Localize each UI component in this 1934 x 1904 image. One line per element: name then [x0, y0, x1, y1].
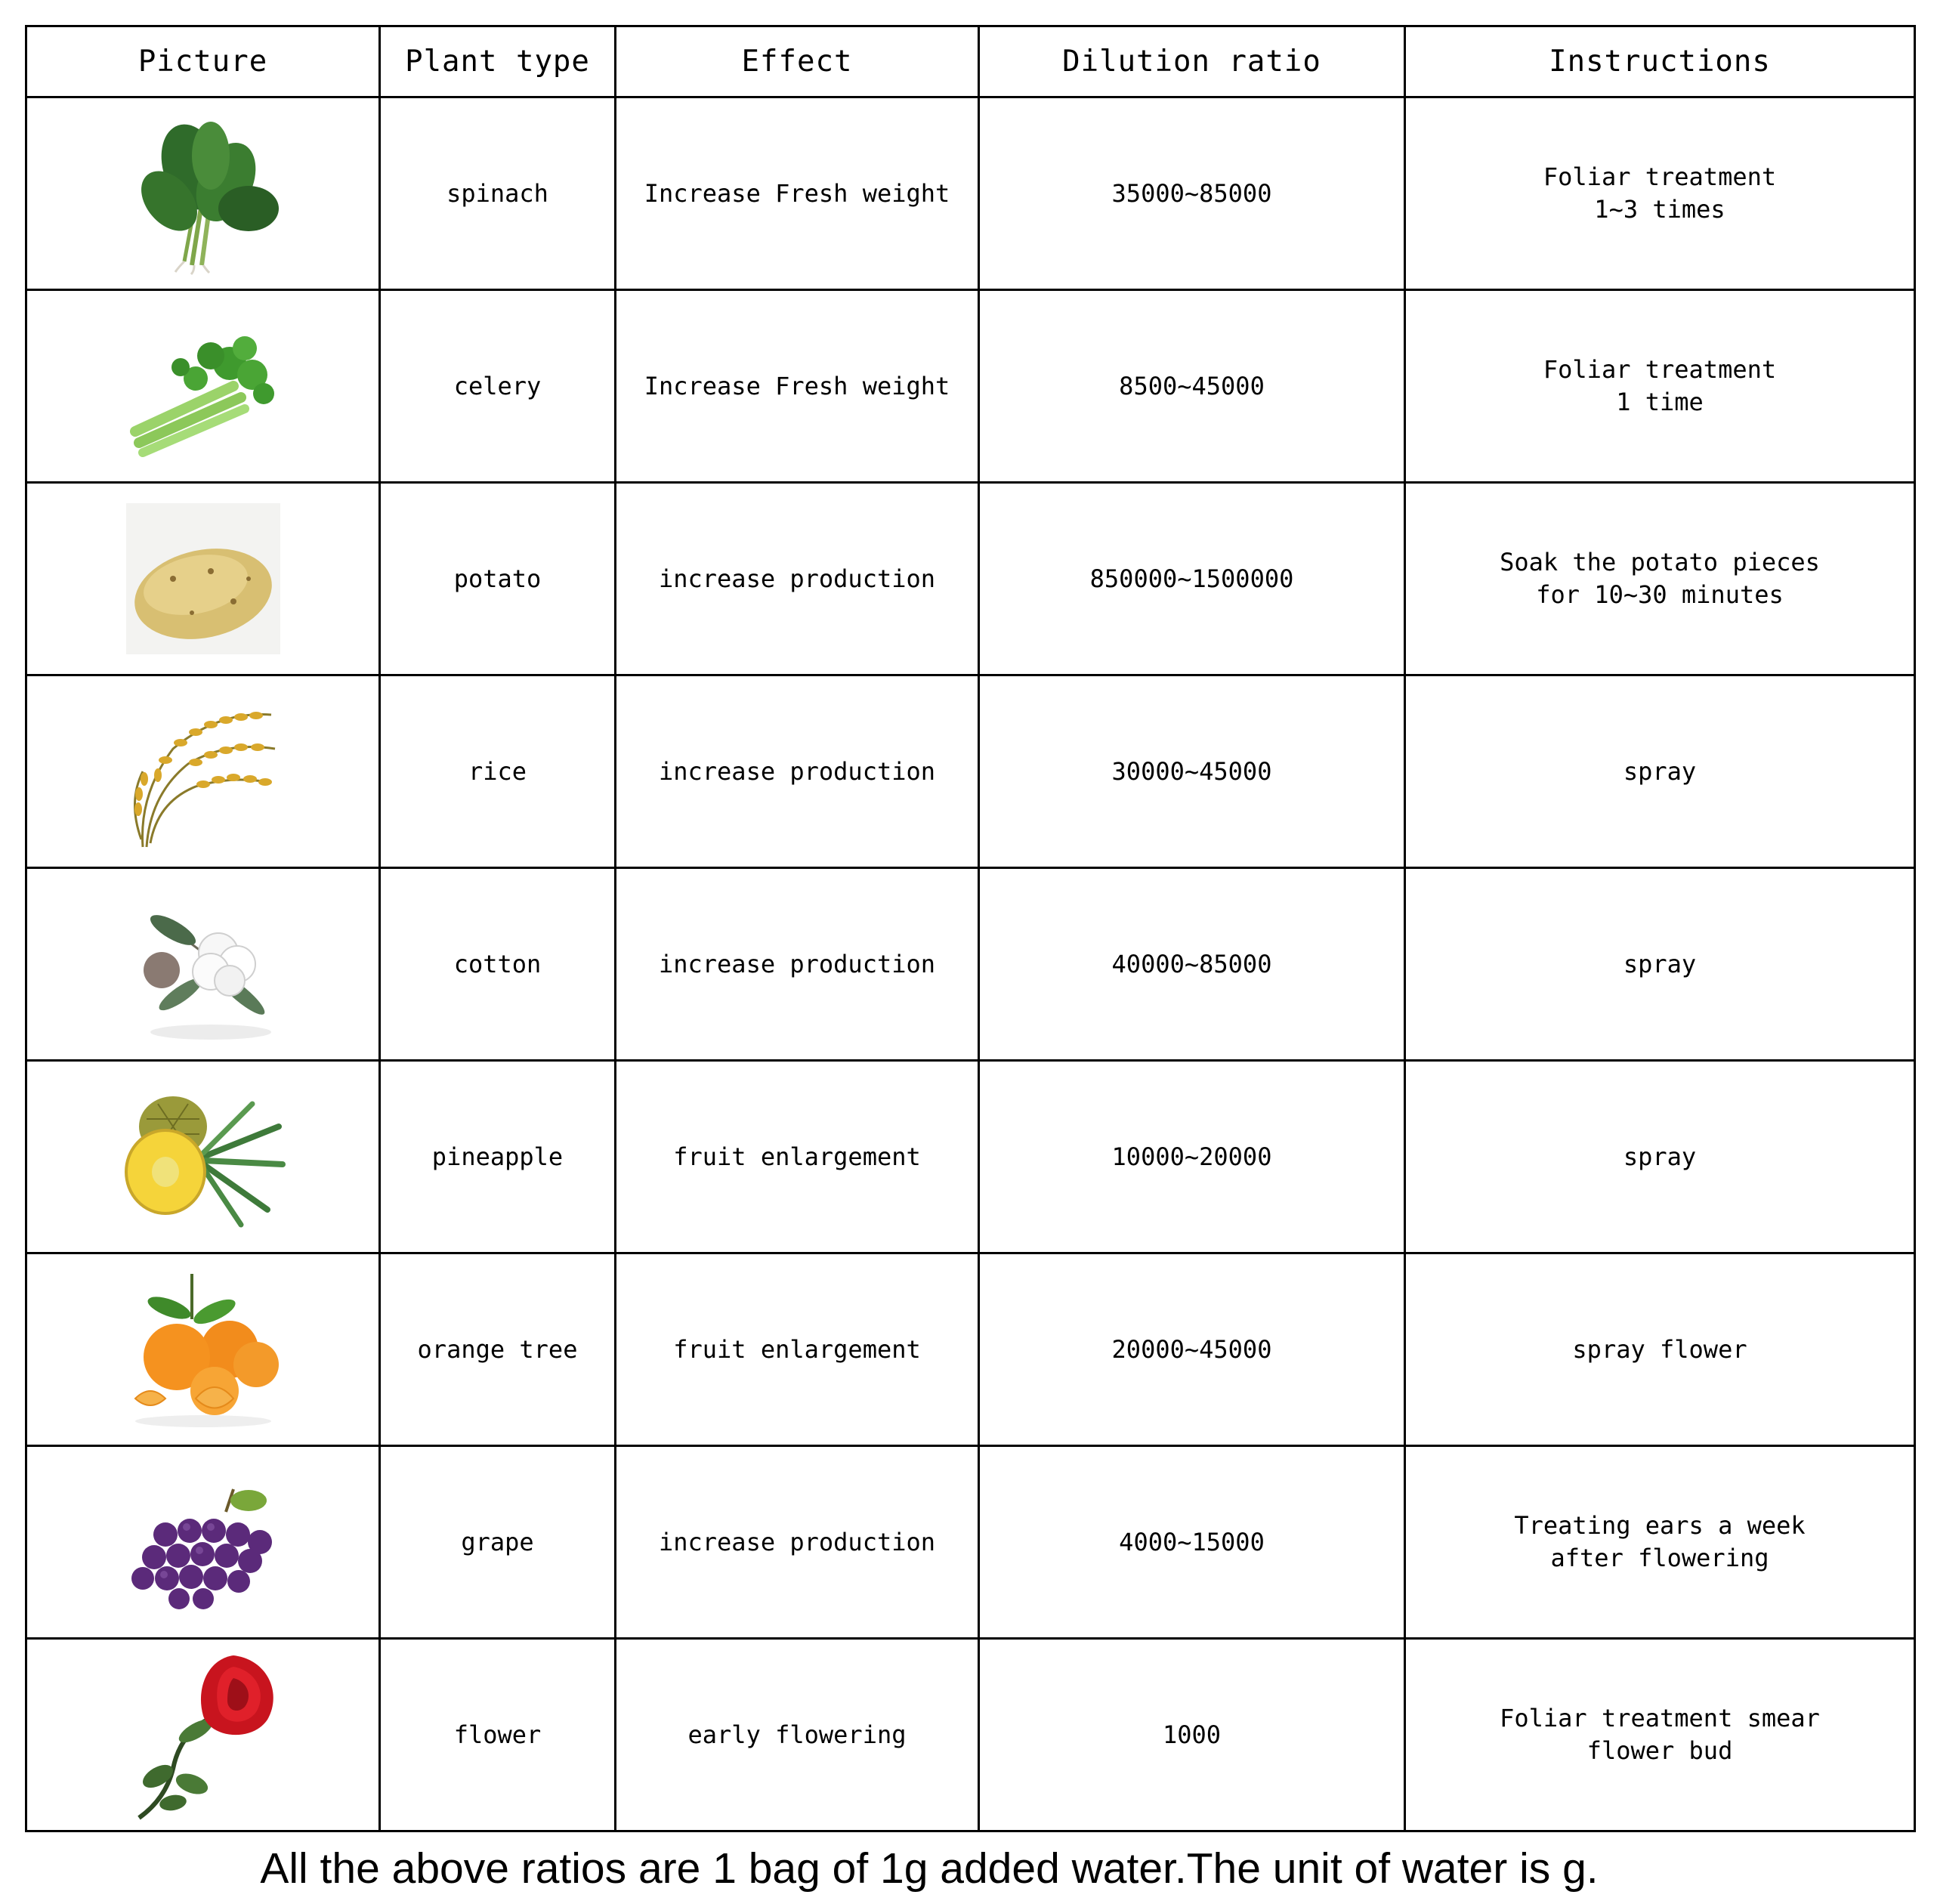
- instructions-text: Soak the potato pieces for 10~30 minutes: [1500, 548, 1820, 609]
- picture-cell: [26, 1446, 380, 1639]
- effect-cell: early flowering: [616, 1639, 979, 1831]
- dilution-ratio-cell: 10000~20000: [979, 1061, 1405, 1253]
- table-row: [26, 675, 1915, 868]
- instructions-text: spray: [1623, 756, 1697, 786]
- dilution-ratio-cell: 850000~1500000: [979, 483, 1405, 675]
- plant-type-cell: rice: [380, 675, 616, 868]
- instructions-cell: [1405, 1446, 1915, 1639]
- effect-cell: increase production: [616, 483, 979, 675]
- header-picture: Picture: [26, 26, 380, 97]
- plant-type-cell: cotton: [380, 868, 616, 1061]
- plant-type-cell: pineapple: [380, 1061, 616, 1253]
- effect-cell: fruit enlargement: [616, 1253, 979, 1446]
- picture-cell: [26, 675, 380, 868]
- instructions-text: spray: [1623, 1142, 1697, 1171]
- dilution-ratio-cell: 30000~45000: [979, 675, 1405, 868]
- header-plant-type: Plant type: [380, 26, 616, 97]
- dilution-ratio-cell: 1000: [979, 1639, 1405, 1831]
- picture-cell: [26, 868, 380, 1061]
- table-row: [26, 1446, 1915, 1639]
- header-dilution-ratio: Dilution ratio: [979, 26, 1405, 97]
- table-row: [26, 1639, 1915, 1831]
- footnote: All the above ratios are 1 bag of 1g added water.The unit of water is g.: [260, 1844, 1599, 1893]
- instructions-text: spray flower: [1572, 1334, 1747, 1364]
- dilution-ratio-cell: 4000~15000: [979, 1446, 1405, 1639]
- instructions-cell: [1405, 868, 1915, 1061]
- picture-cell: [26, 97, 380, 290]
- effect-cell: increase production: [616, 1446, 979, 1639]
- plant-type-cell: grape: [380, 1446, 616, 1639]
- picture-cell: [26, 483, 380, 675]
- effect-cell: increase production: [616, 868, 979, 1061]
- dilution-ratio-cell: 20000~45000: [979, 1253, 1405, 1446]
- instructions-text: Foliar treatment 1~3 times: [1543, 162, 1777, 224]
- table-row: [26, 868, 1915, 1061]
- instructions-cell: [1405, 97, 1915, 290]
- picture-cell: [26, 1639, 380, 1831]
- plant-type-cell: spinach: [380, 97, 616, 290]
- table-row: [26, 1253, 1915, 1446]
- plant-type-cell: orange tree: [380, 1253, 616, 1446]
- effect-cell: Increase Fresh weight: [616, 290, 979, 483]
- plant-type-cell: potato: [380, 483, 616, 675]
- instructions-cell: [1405, 675, 1915, 868]
- dilution-ratio-cell: 40000~85000: [979, 868, 1405, 1061]
- effect-cell: increase production: [616, 675, 979, 868]
- instructions-cell: [1405, 290, 1915, 483]
- instructions-text: spray: [1623, 949, 1697, 978]
- picture-cell: [26, 1253, 380, 1446]
- table-row: [26, 483, 1915, 675]
- rose-image: [120, 1648, 286, 1822]
- grape-image: [120, 1459, 286, 1625]
- picture-cell: [26, 1061, 380, 1253]
- table-row: [26, 290, 1915, 483]
- celery-image: [120, 303, 286, 469]
- potato-image: [120, 496, 286, 662]
- instructions-cell: [1405, 1639, 1915, 1831]
- dilution-ratio-cell: 35000~85000: [979, 97, 1405, 290]
- instructions-cell: [1405, 483, 1915, 675]
- effect-cell: Increase Fresh weight: [616, 97, 979, 290]
- spinach-image: [120, 110, 286, 277]
- dilution-ratio-cell: 8500~45000: [979, 290, 1405, 483]
- plant-type-cell: flower: [380, 1639, 616, 1831]
- instructions-text: Foliar treatment 1 time: [1543, 355, 1777, 416]
- orange-image: [120, 1266, 286, 1433]
- pineapple-image: [120, 1074, 286, 1240]
- instructions-cell: [1405, 1061, 1915, 1253]
- table-header-row: [26, 26, 1915, 97]
- picture-cell: [26, 290, 380, 483]
- cotton-image: [120, 881, 286, 1047]
- instructions-text: Foliar treatment smear flower bud: [1500, 1704, 1820, 1765]
- rice-image: [120, 688, 286, 855]
- dosage-table: [25, 25, 1916, 1832]
- plant-type-cell: celery: [380, 290, 616, 483]
- effect-cell: fruit enlargement: [616, 1061, 979, 1253]
- table-row: [26, 1061, 1915, 1253]
- instructions-text: Treating ears a week after flowering: [1514, 1511, 1806, 1572]
- table-row: [26, 97, 1915, 290]
- header-effect: Effect: [616, 26, 979, 97]
- instructions-cell: [1405, 1253, 1915, 1446]
- header-instructions: Instructions: [1405, 26, 1915, 97]
